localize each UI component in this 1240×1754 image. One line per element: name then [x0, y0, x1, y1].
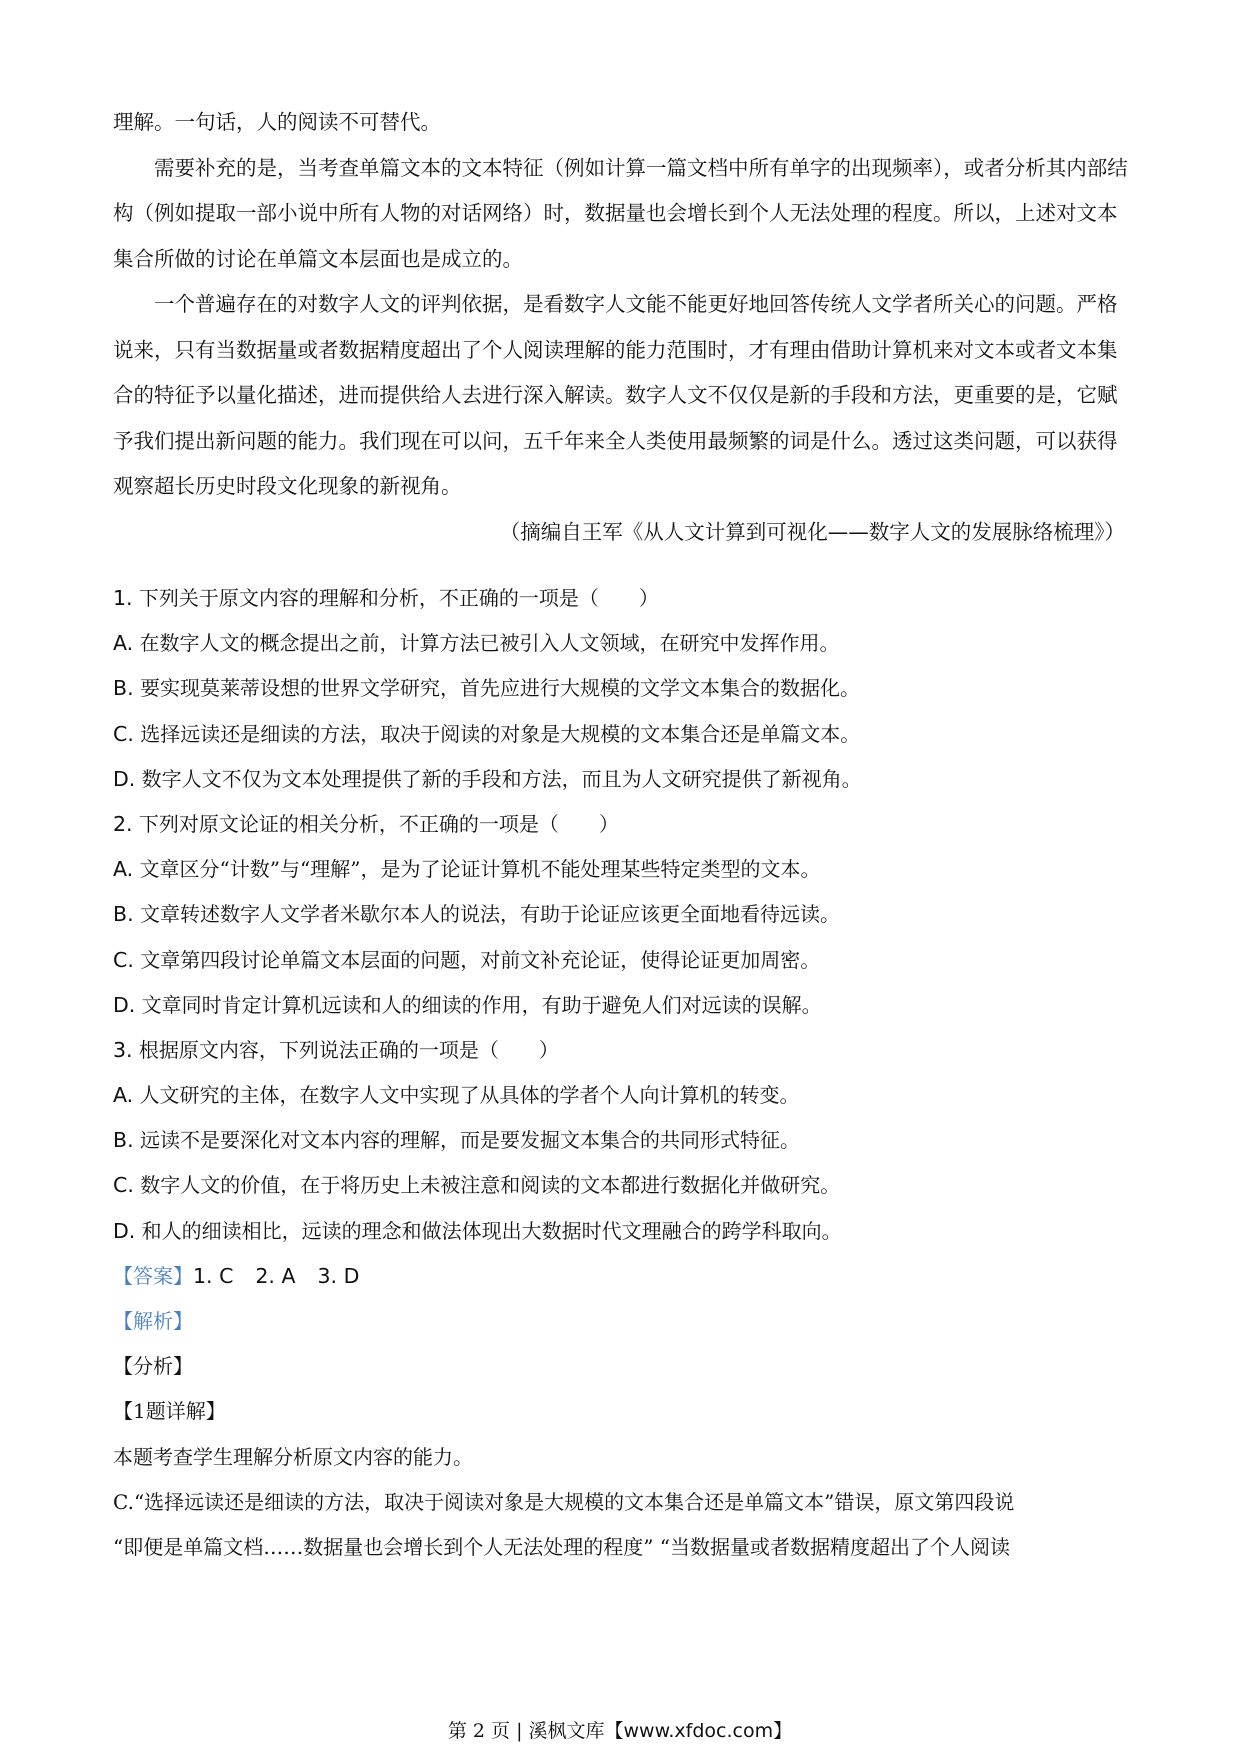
question-2-option-c — [113, 938, 1143, 983]
question-3-option-b — [113, 1118, 1143, 1163]
reading-passage — [113, 100, 1133, 555]
option-label: B. — [113, 902, 134, 927]
option-text: 文章同时肯定计算机远读和人的细读的作用，有助于避免人们对远读的误解。 — [141, 992, 822, 1017]
option-label: A. — [113, 631, 134, 656]
question-section — [113, 576, 1143, 1570]
option-text: 人文研究的主体，在数字人文中实现了从具体的学者个人向计算机的转变。 — [139, 1083, 800, 1108]
page-footer — [0, 1716, 1240, 1743]
question-text: 下列对原文论证的相关分析，不正确的一项是（ ） — [138, 811, 619, 836]
question-3-option-a — [113, 1073, 1143, 1118]
question-1-stem — [113, 576, 1143, 621]
question-2-option-b — [113, 892, 1143, 937]
option-text: 要实现莫莱蒂设想的世界文学研究，首先应进行大规模的文学文本集合的数据化。 — [139, 676, 860, 701]
option-text: 在数字人文的概念提出之前，计算方法已被引入人文领域，在研究中发挥作用。 — [139, 631, 840, 656]
analysis-c-text-2: “即便是单篇文档……数据量也会增长到个人无法处理的程度” “当数据量或者数据精度超出了个人阅读 — [113, 1534, 1011, 1559]
option-text: 远读不是要深化对文本内容的理解，而是要发掘文本集合的共同形式特征。 — [139, 1128, 800, 1153]
question-1-option-b — [113, 666, 1143, 711]
answer-2: 2. A — [255, 1263, 296, 1288]
analysis-intro — [113, 1435, 1143, 1480]
answer-tag: 【答案】 — [113, 1263, 193, 1288]
passage-source: （摘编自王军《从人文计算到可视化——数字人文的发展脉络梳理》） — [499, 519, 1125, 544]
option-label: A. — [113, 857, 134, 882]
footer-url[interactable]: 【www.xfdoc.com】 — [604, 1720, 793, 1742]
question-number: 3. — [113, 1037, 133, 1062]
question-text: 下列关于原文内容的理解和分析，不正确的一项是（ ） — [138, 586, 659, 610]
fenxi-tag: 【分析】 — [113, 1354, 193, 1379]
question-number: 1. — [113, 586, 133, 610]
answer-line — [113, 1254, 1143, 1299]
question-2-option-d — [113, 983, 1143, 1028]
question-1-option-d — [113, 757, 1143, 802]
analysis-c-line-2 — [113, 1525, 1143, 1570]
option-label: B. — [113, 676, 134, 701]
option-text: 数字人文的价值，在于将历史上未被注意和阅读的文本都进行数据化并做研究。 — [140, 1173, 841, 1198]
fenxi-line — [113, 1344, 1143, 1389]
question-1-option-a — [113, 621, 1143, 666]
answer-3: 3. D — [317, 1263, 360, 1288]
question-2-stem — [113, 802, 1143, 847]
question-2-option-a — [113, 847, 1143, 892]
option-label: C. — [113, 1173, 134, 1198]
option-text: 文章第四段讨论单篇文本层面的问题，对前文补充论证，使得论证更加周密。 — [140, 947, 821, 972]
option-label: D. — [113, 766, 136, 791]
option-text: 选择远读还是细读的方法，取决于阅读的对象是大规模的文本集合还是单篇文本。 — [140, 721, 861, 746]
option-label: B. — [113, 1128, 134, 1153]
detail-tag-line — [113, 1389, 1143, 1434]
analysis-c-line-1 — [113, 1480, 1143, 1525]
option-text: 文章转述数字人文学者米歇尔本人的说法，有助于论证应该更全面地看待远读。 — [139, 902, 840, 927]
detail-tag: 【1题详解】 — [113, 1399, 226, 1424]
passage-paragraph-0: 理解。一句话，人的阅读不可替代。 — [113, 110, 441, 134]
question-text: 根据原文内容，下列说法正确的一项是（ ） — [138, 1037, 559, 1062]
question-number: 2. — [113, 811, 133, 836]
option-label: A. — [113, 1083, 134, 1108]
analysis-intro-text: 本题考查学生理解分析原文内容的能力。 — [113, 1444, 473, 1469]
option-label: D. — [113, 992, 136, 1017]
option-label: C. — [113, 947, 134, 972]
answer-values — [193, 1264, 381, 1288]
analysis-tag: 【解析】 — [113, 1309, 193, 1333]
option-text: 和人的细读相比，远读的理念和做法体现出大数据时代文理融合的跨学科取向。 — [141, 1218, 842, 1243]
option-text: 文章区分“计数”与“理解”，是为了论证计算机不能处理某些特定类型的文本。 — [139, 857, 821, 882]
option-text: 数字人文不仅为文本处理提供了新的手段和方法，而且为人文研究提供了新视角。 — [141, 766, 862, 791]
question-1-option-c — [113, 712, 1143, 757]
passage-paragraph-1: 需要补充的是，当考查单篇文本的文本特征（例如计算一篇文档中所有单字的出现频率），或者分析其内部结构（例如提取一部小说中所有人物的对话网络）时，数据量也会增长到个人无法处理的程度。所以，上述对文本集合所做的讨论在单篇文本层面也是成立的。 — [113, 155, 1128, 271]
option-label: D. — [113, 1218, 136, 1243]
footer-page-text: 第 2 页 | 溪枫文库 — [447, 1720, 605, 1742]
question-3-option-c — [113, 1163, 1143, 1208]
passage-paragraph-2: 一个普遍存在的对数字人文的评判依据，是看数字人文能不能更好地回答传统人文学者所关心的问题。严格说来，只有当数据量或者数据精度超出了个人阅读理解的能力范围时，才有理由借助计算机来对文本或者文本集合的特征予以量化描述，进而提供给人去进行深入解读。数字人文不仅仅是新的手段和方法，更重要的是，它赋予我们提出新问题的能力。我们现在可以问，五千年来全人类使用最频繁的词是什么。透过这类问题，可以获得观察超长历史时段文化现象的新视角。 — [113, 292, 1118, 498]
option-label: C. — [113, 721, 134, 746]
analysis-c-text-1: C.“选择远读还是细读的方法，取决于阅读对象是大规模的文本集合还是单篇文本”错误，原文第四段说 — [113, 1489, 1015, 1514]
analysis-tag-line — [113, 1299, 1143, 1344]
question-3-option-d — [113, 1209, 1143, 1254]
answer-1: 1. C — [193, 1263, 234, 1288]
question-3-stem — [113, 1028, 1143, 1073]
